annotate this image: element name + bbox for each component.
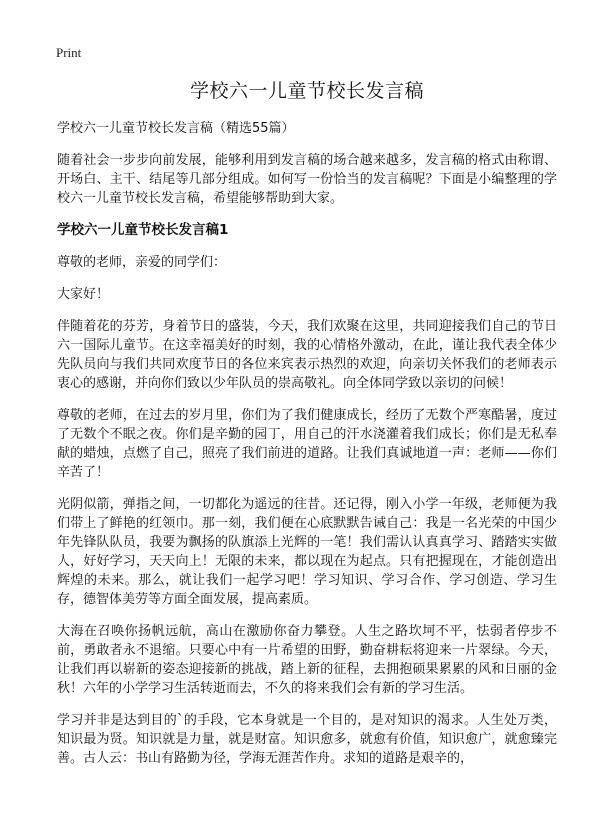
intro-paragraph: 随着社会一步步向前发展，能够利用到发言稿的场合越来越多，发言稿的格式由称谓、开场白、主干、结尾等几部分组成。如何写一份恰当的发言稿呢？下面是小编整理的学校六一儿童节校长发言稿，希望能够帮助到大家。 [57,153,557,206]
document-body [57,78,557,781]
print-link[interactable]: Print [56,45,82,60]
document-subtitle: 学校六一儿童节校长发言稿（精选55篇） [57,121,295,136]
body-paragraph: 学习并非是达到目的`的手段，它本身就是一个目的，是对知识的渴求。人生处万类，知识最为贤。知识就是力量，就是财富。知识愈多，就愈有价值，知识愈广，就愈臻完善。古人云：书山有路勤为径，学海无涯苦作舟。求知的道路是艰辛的， [57,713,557,766]
salutation-paragraph: 尊敬的老师，亲爱的同学们： [57,255,227,270]
body-paragraph: 尊敬的老师，在过去的岁月里，你们为了我们健康成长，经历了无数个严寒酷暑，度过了无数个不眠之夜。你们是辛勤的园丁，用自己的汗水浇灌着我们成长；你们是无私奉献的蜡烛，点燃了自己，照亮了我们前进的道路。让我们真诚地道一声：老师——你们辛苦了！ [57,408,557,480]
body-paragraph: 光阴似箭，弹指之间，一切都化为遥远的往昔。还记得，刚入小学一年级，老师便为我们带上了鲜艳的红领巾。那一刻，我们便在心底默默告诫自己：我是一名光荣的中国少年先锋队队员，我要为飘扬的队旗添上光辉的一笔！我们需认认真真学习、踏踏实实做人，好好学习，天天向上！无限的未来，都以现在为起点。只有把握现在，才能创造出辉煌的未来。那么，就让我们一起学习吧！学习知识、学习合作、学习创造、学习生存，德智体美劳等方面全面发展，提高素质。 [57,497,557,607]
section-heading: 学校六一儿童节校长发言稿1 [57,222,229,238]
greeting-paragraph: 大家好！ [57,287,110,302]
body-paragraph: 大海在召唤你扬帆远航，高山在激励你奋力攀登。人生之路坎坷不平，怯弱者停步不前，勇敢者永不退缩。只要心中有一片希望的田野，勤奋耕耘将迎来一片翠绿。今天，让我们再以崭新的姿态迎接新的挑战，踏上新的征程，去拥抱硕果累累的风和日丽的金秋！六年的小学学习生活转逝而去，不久的将来我们会有新的学习生活。 [57,624,557,696]
page-title: 学校六一儿童节校长发言稿 [189,80,424,102]
body-paragraph: 伴随着花的芬芳，身着节日的盛装，今天，我们欢聚在这里，共同迎接我们自己的节日六一国际儿童节。在这幸福美好的时刻，我的心情格外激动，在此，谨让我代表全体少先队员向与我们共同欢度节日的各位来宾表示热烈的欢迎，向亲切关怀我们的老师表示衷心的感谢，并向你们致以少年队员的崇高敬礼。向全体同学致以亲切的问候！ [57,319,557,391]
